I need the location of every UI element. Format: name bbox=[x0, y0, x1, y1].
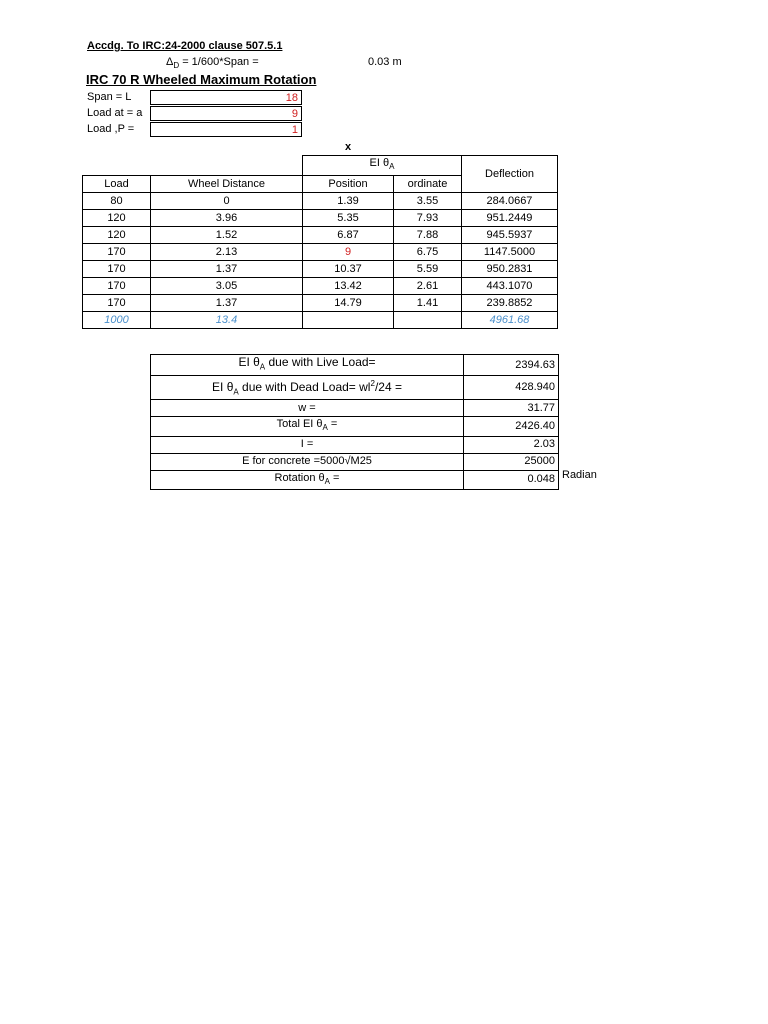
total-row bbox=[151, 417, 559, 436]
i-value: 2.03 bbox=[464, 436, 559, 453]
load-position-label: Load at = a bbox=[87, 107, 143, 119]
cell-wheel-distance: 1.52 bbox=[151, 227, 303, 244]
table-totals-row bbox=[83, 312, 558, 329]
cell-ordinate: 3.55 bbox=[394, 193, 462, 210]
cell-load: 120 bbox=[83, 210, 151, 227]
load-p-input[interactable]: 1 bbox=[150, 122, 302, 137]
total-position bbox=[303, 312, 394, 329]
delta-subscript: D bbox=[173, 61, 180, 71]
load-position-input[interactable]: 9 bbox=[150, 106, 302, 121]
cell-load: 170 bbox=[83, 261, 151, 278]
cell-load: 170 bbox=[83, 244, 151, 261]
cell-wheel-distance: 3.05 bbox=[151, 278, 303, 295]
cell-position: 10.37 bbox=[303, 261, 394, 278]
cell-ordinate: 6.75 bbox=[394, 244, 462, 261]
rotation-unit: Radian bbox=[562, 469, 597, 481]
table-row bbox=[83, 261, 558, 278]
e-label: E for concrete =5000√M25 bbox=[151, 453, 464, 470]
ei-theta-header: EI $\theta_A$ bbox=[303, 156, 462, 176]
total-ordinate bbox=[394, 312, 462, 329]
load-p-label: Load ,P = bbox=[87, 123, 135, 135]
deflection-limit-formula bbox=[166, 56, 259, 70]
cell-wheel-distance: 0 bbox=[151, 193, 303, 210]
page-title: IRC 70 R Wheeled Maximum Rotation bbox=[86, 72, 317, 87]
delta-expression: = 1/600*Span = bbox=[179, 56, 259, 68]
live-load-label: EI $\theta_A$ due with Live Load= bbox=[151, 355, 464, 376]
live-load-value: 2394.63 bbox=[464, 355, 559, 376]
cell-position: 5.35 bbox=[303, 210, 394, 227]
cell-position: 9 bbox=[303, 244, 394, 261]
column-header-ordinate: ordinate bbox=[394, 176, 462, 193]
table-row bbox=[83, 278, 558, 295]
table-group-header-row bbox=[83, 156, 558, 176]
rotation-summary-table bbox=[150, 354, 559, 490]
wheel-load-table bbox=[82, 155, 558, 329]
cell-wheel-distance: 3.96 bbox=[151, 210, 303, 227]
total-wheel-distance: 13.4 bbox=[151, 312, 303, 329]
cell-ordinate: 1.41 bbox=[394, 295, 462, 312]
total-deflection: 4961.68 bbox=[462, 312, 558, 329]
table-row bbox=[83, 295, 558, 312]
rotation-value: 0.048 bbox=[464, 470, 559, 489]
table-row bbox=[83, 210, 558, 227]
span-input[interactable]: 18 bbox=[150, 90, 302, 105]
dead-load-value: 428.940 bbox=[464, 376, 559, 400]
cell-position: 6.87 bbox=[303, 227, 394, 244]
delta-symbol: Δ bbox=[166, 56, 174, 68]
cell-deflection: 284.0667 bbox=[462, 193, 558, 210]
e-value: 25000 bbox=[464, 453, 559, 470]
cell-wheel-distance: 1.37 bbox=[151, 295, 303, 312]
x-marker: x bbox=[345, 141, 352, 153]
total-value: 2426.40 bbox=[464, 417, 559, 436]
cell-load: 120 bbox=[83, 227, 151, 244]
w-row bbox=[151, 400, 559, 417]
table-row bbox=[83, 244, 558, 261]
deflection-limit-value: 0.03 m bbox=[368, 56, 402, 68]
cell-load: 170 bbox=[83, 278, 151, 295]
deflection-header: Deflection bbox=[462, 156, 558, 193]
cell-position: 14.79 bbox=[303, 295, 394, 312]
column-header-load: Load bbox=[83, 176, 151, 193]
w-value: 31.77 bbox=[464, 400, 559, 417]
cell-ordinate: 7.88 bbox=[394, 227, 462, 244]
cell-wheel-distance: 2.13 bbox=[151, 244, 303, 261]
cell-deflection: 1147.5000 bbox=[462, 244, 558, 261]
cell-deflection: 239.8852 bbox=[462, 295, 558, 312]
dead-load-row bbox=[151, 376, 559, 400]
table-row bbox=[83, 227, 558, 244]
cell-ordinate: 5.59 bbox=[394, 261, 462, 278]
i-label: I = bbox=[151, 436, 464, 453]
dead-load-label: EI $\theta_A$ due with Dead Load= $wl^2/24$ = bbox=[151, 376, 464, 400]
column-header-position: Position bbox=[303, 176, 394, 193]
total-load: 1000 bbox=[83, 312, 151, 329]
cell-deflection: 951.2449 bbox=[462, 210, 558, 227]
table-row bbox=[83, 193, 558, 210]
i-row bbox=[151, 436, 559, 453]
cell-position: 13.42 bbox=[303, 278, 394, 295]
cell-load: 80 bbox=[83, 193, 151, 210]
reference-clause: Accdg. To IRC:24-2000 clause 507.5.1 bbox=[87, 40, 283, 52]
cell-deflection: 945.5937 bbox=[462, 227, 558, 244]
cell-position: 1.39 bbox=[303, 193, 394, 210]
span-label: Span = L bbox=[87, 91, 132, 103]
w-label: w = bbox=[151, 400, 464, 417]
cell-load: 170 bbox=[83, 295, 151, 312]
e-row bbox=[151, 453, 559, 470]
cell-deflection: 950.2831 bbox=[462, 261, 558, 278]
cell-deflection: 443.1070 bbox=[462, 278, 558, 295]
cell-ordinate: 2.61 bbox=[394, 278, 462, 295]
cell-ordinate: 7.93 bbox=[394, 210, 462, 227]
live-load-row bbox=[151, 355, 559, 376]
cell-wheel-distance: 1.37 bbox=[151, 261, 303, 278]
rotation-row bbox=[151, 470, 559, 489]
rotation-label: Rotation $\theta_A$ = bbox=[151, 470, 464, 489]
column-header-wheel-distance: Wheel Distance bbox=[151, 176, 303, 193]
total-label: Total EI $\theta_A$ = bbox=[151, 417, 464, 436]
